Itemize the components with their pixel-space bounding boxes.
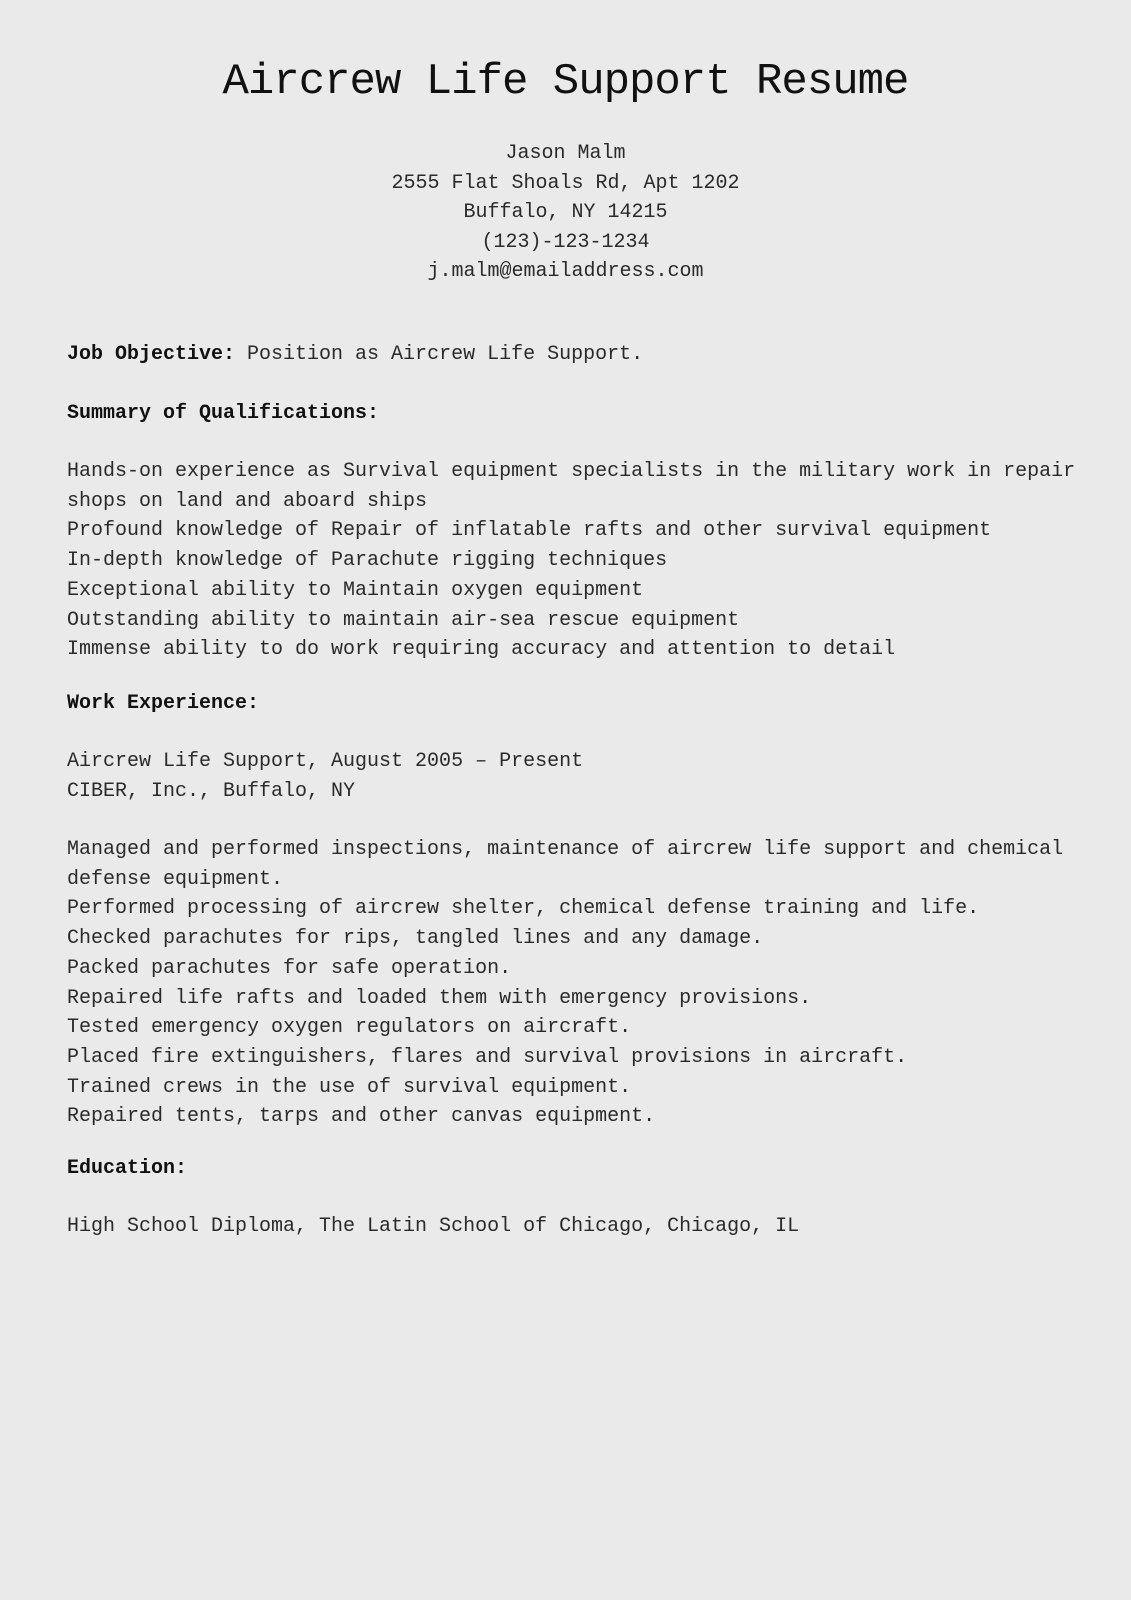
summary-heading: Summary of Qualifications: [67,402,380,425]
objective-label: Job Objective: [67,343,236,366]
duty-item: Managed and performed inspections, maintenance of aircrew life support and chemical defense equipment. [67,838,1064,891]
experience-job [67,747,1077,806]
summary-item: Hands-on experience as Survival equipment specialists in the military work in repair shops on land and aboard ships [67,460,1076,513]
experience-heading: Work Experience: [67,692,260,715]
objective-section [67,340,1077,370]
contact-street: 2555 Flat Shoals Rd, Apt 1202 [391,171,740,195]
experience-heading-block [67,689,1077,719]
duty-item: Trained crews in the use of survival equipment. [67,1075,632,1099]
summary-item: Immense ability to do work requiring accuracy and attention to detail [67,638,896,662]
education-heading: Education: [67,1157,188,1180]
duty-item: Tested emergency oxygen regulators on aircraft. [67,1016,632,1040]
objective-text: Position as Aircrew Life Support. [235,343,644,366]
education-block [67,1212,1077,1242]
summary-heading-block [67,399,1077,429]
contact-phone: (123)-123-1234 [481,230,650,254]
duty-item: Performed processing of aircrew shelter, chemical defense training and life. [67,897,980,921]
experience-duties [67,835,1077,1132]
summary-item: Exceptional ability to Maintain oxygen equipment [67,578,644,602]
contact-email: j.malm@emailaddress.com [427,260,704,284]
duty-item: Packed parachutes for safe operation. [67,956,512,980]
duty-item: Placed fire extinguishers, flares and survival provisions in aircraft. [67,1045,908,1069]
contact-name: Jason Malm [505,142,626,165]
duty-item: Repaired tents, tarps and other canvas equipment. [67,1105,656,1129]
summary-item: In-depth knowledge of Parachute rigging techniques [67,549,668,573]
contact-city: Buffalo, NY 14215 [463,201,668,225]
duty-item: Repaired life rafts and loaded them with emergency provisions. [67,986,812,1010]
job-position: Aircrew Life Support, August 2005 – Present [67,750,584,773]
education-heading-block [67,1154,1077,1184]
resume-title: Aircrew Life Support Resume [222,57,909,107]
contact-block [0,139,1131,287]
duty-item: Checked parachutes for rips, tangled lines and any damage. [67,927,764,951]
job-company: CIBER, Inc., Buffalo, NY [67,779,356,803]
summary-item: Outstanding ability to maintain air-sea rescue equipment [67,608,740,632]
summary-item: Profound knowledge of Repair of inflatable rafts and other survival equipment [67,519,992,543]
summary-list [67,457,1077,665]
education-entry: High School Diploma, The Latin School of Chicago, Chicago, IL [67,1215,800,1238]
